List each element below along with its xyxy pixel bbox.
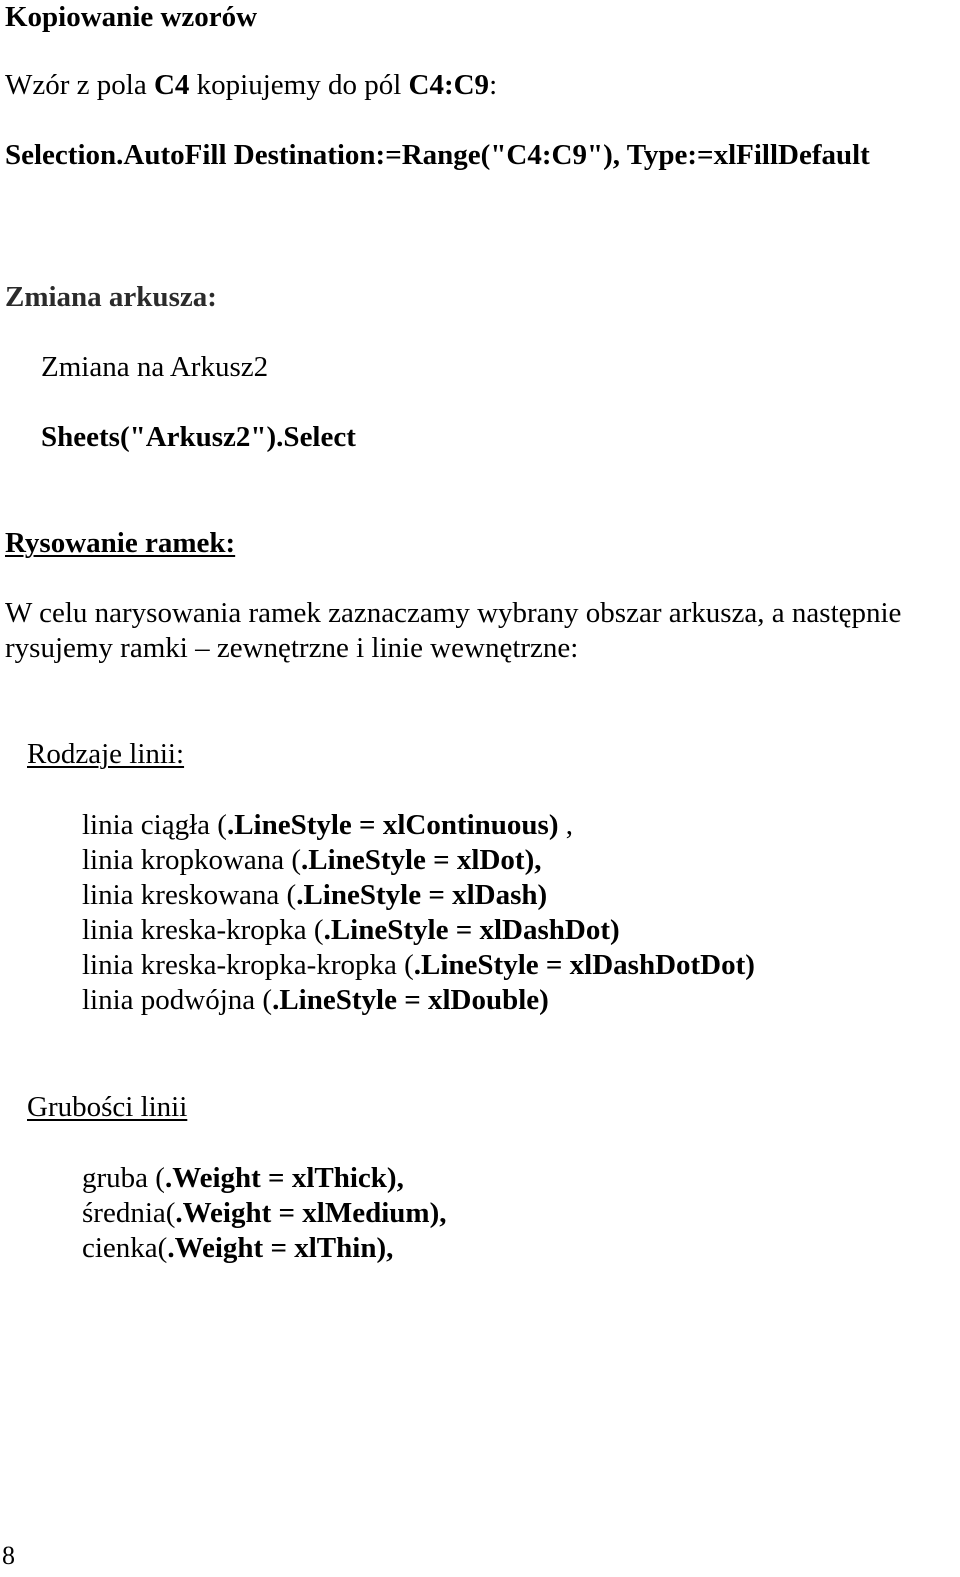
change-sheet-desc: Zmiana na Arkusz2 — [41, 351, 269, 383]
intro-text-3: : — [489, 69, 498, 101]
autofill-code: Selection.AutoFill Destination:=Range("C4:C9"), Type:=xlFillDefault — [5, 139, 870, 171]
borders-desc-line1: W celu narysowania ramek zaznaczamy wybrany obszar arkusza, a następnie — [5, 597, 902, 629]
line-type-code: .LineStyle = xlDash) — [296, 879, 548, 911]
change-sheet-heading: Zmiana arkusza: — [5, 281, 217, 313]
borders-heading: Rysowanie ramek: — [5, 527, 236, 559]
line-weight-label: cienka( — [82, 1232, 168, 1264]
copy-formulas-heading: Kopiowanie wzorów — [5, 1, 258, 33]
line-weights-heading: Grubości linii — [27, 1091, 188, 1123]
change-sheet-code: Sheets("Arkusz2").Select — [41, 421, 356, 453]
line-weight-code: .Weight = xlMedium), — [175, 1197, 447, 1229]
line-type-code: .LineStyle = xlDashDotDot) — [413, 949, 755, 981]
copy-formulas-intro — [5, 68, 497, 103]
line-type-code: .LineStyle = xlDot), — [301, 844, 542, 876]
list-item — [82, 808, 755, 843]
intro-text-2: kopiujemy do pól — [189, 69, 409, 101]
list-item — [82, 878, 755, 913]
line-type-label: linia kreskowana ( — [82, 879, 297, 911]
borders-desc-line2: rysujemy ramki – zewnętrzne i linie wewnętrzne: — [5, 632, 579, 664]
line-type-label: linia kropkowana ( — [82, 844, 302, 876]
line-weight-label: gruba ( — [82, 1162, 165, 1194]
line-type-label: linia ciągła ( — [82, 809, 227, 841]
intro-cell-from: C4 — [153, 69, 190, 101]
list-item — [82, 1196, 446, 1231]
line-type-label: linia podwójna ( — [82, 984, 273, 1016]
line-weights-list — [82, 1161, 446, 1266]
line-weight-code: .Weight = xlThick), — [164, 1162, 404, 1194]
intro-range-to: C4:C9 — [408, 69, 490, 101]
list-item — [82, 983, 755, 1018]
line-type-label: linia kreska-kropka ( — [82, 914, 324, 946]
line-type-tail: , — [558, 809, 573, 841]
list-item — [82, 843, 755, 878]
list-item — [82, 1161, 446, 1196]
line-types-heading: Rodzaje linii: — [27, 738, 185, 770]
list-item — [82, 913, 755, 948]
page-number: 8 — [2, 1541, 15, 1570]
intro-text-1: Wzór z pola — [5, 69, 154, 101]
list-item — [82, 948, 755, 983]
line-weight-label: średnia( — [82, 1197, 176, 1229]
line-type-code: .LineStyle = xlDouble) — [272, 984, 549, 1016]
line-type-code: .LineStyle = xlContinuous) — [226, 809, 559, 841]
list-item — [82, 1231, 446, 1266]
line-type-label: linia kreska-kropka-kropka ( — [82, 949, 414, 981]
line-types-list — [82, 808, 755, 1018]
line-weight-code: .Weight = xlThin), — [167, 1232, 394, 1264]
line-type-code: .LineStyle = xlDashDot) — [323, 914, 620, 946]
